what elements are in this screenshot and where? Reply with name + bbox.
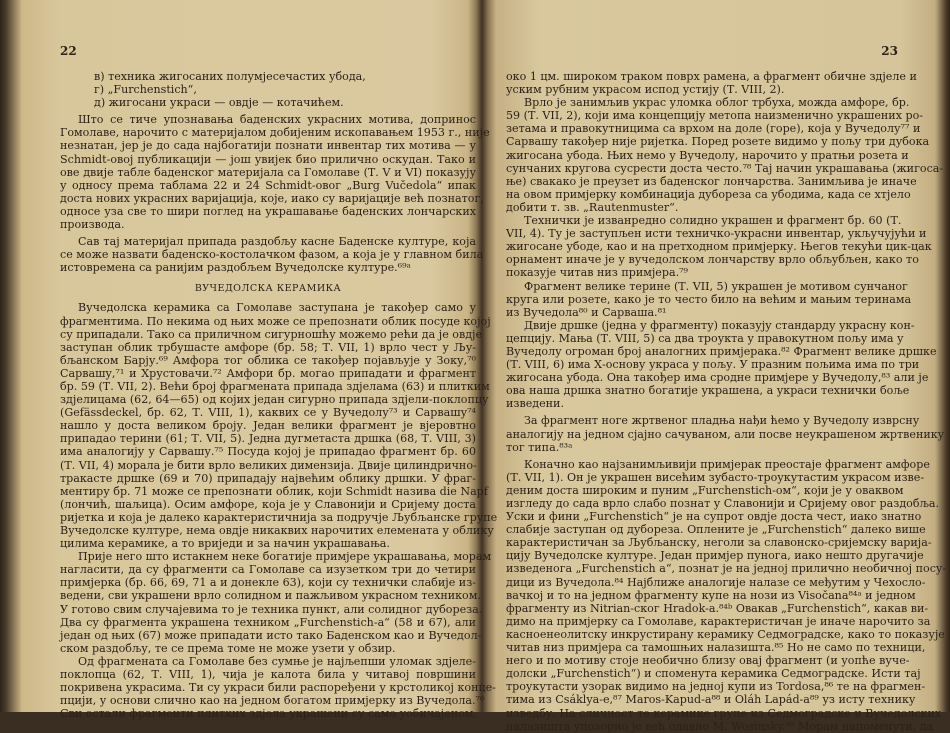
- text-line: Сви остали фрагменти плитких здјела украшени су само уобичајеном,: [60, 707, 478, 721]
- text-line: фрагментима. По некима од њих може се препознати облик посуде којој: [60, 314, 491, 328]
- text-line: заступан облик трбушасте амфоре (бр. 58; Т. VII, 1) врло чест у Љу-: [60, 340, 476, 354]
- text-line: За фрагмент ноге жртвеног пладња нађи ћемо у Вучедолу изврсну: [524, 414, 920, 428]
- text-line: (Т. VII, 1). Он је украшен висећим зубасто-троукутастим украсом изве-: [506, 470, 925, 484]
- paragraph-motifs: [60, 113, 490, 235]
- text-line: се може назвати баденско-костолачком фазом, а која је у главном била: [60, 248, 484, 262]
- text-line: производа.: [60, 218, 125, 232]
- paragraph-metope-decoration: [506, 96, 944, 214]
- text-line: изведени.: [506, 397, 564, 411]
- paragraph-continuation: [506, 70, 917, 97]
- text-line: Што се тиче упознавања баденских украсних мотива, допринос: [78, 113, 476, 127]
- list-block: [60, 70, 476, 113]
- text-line: Сав тај материјал припада раздобљу касне Баденске културе, која: [78, 235, 476, 249]
- text-line: изведенога „Furchenstich a“, познат је на једној прилично необичној посу-: [506, 562, 947, 576]
- text-line: сунчаних кругова сусрести доста често.⁷⁸ Тај начин украшавања (жигоса-: [506, 161, 944, 175]
- text-line: ријетка и која је далеко карактеристичнија за подручје Љубљанске групе: [60, 510, 498, 524]
- text-line: истовремена са ранијим раздобљем Вучедолске културе.⁶⁹ᵃ: [60, 261, 411, 275]
- text-line: слабије заступан од дубореза. Оплените је „Furchenstich“ далеко више: [506, 523, 926, 537]
- text-line: (Т. VIII, 6) има Х-основу украса у пољу. У празним пољима има по три: [506, 358, 920, 372]
- text-line: Уски и фини „Furchenstich“ је на супрот овдје доста чест, иако знатно: [506, 510, 922, 524]
- text-line: покривена украсима. Ти су украси били распоређени у крстоликој конце-: [60, 681, 496, 695]
- text-line: на овом примјерку комбинација дубореза са убодима, када се хтјело: [506, 187, 911, 201]
- list-item: в) техника жигосаних полумјесечастих убода,: [94, 70, 366, 83]
- text-line: Коначно као најзанимљивији примјерак преостаје фрагмент амфоре: [524, 457, 930, 471]
- text-line: орнамент иначе је у вучедолском лончарству врло обљубљен, како то: [506, 253, 919, 267]
- text-line: аналогију на једном сјајно сачуваном, али посве неукрашеном жртвенику: [506, 427, 945, 441]
- text-line: вачкој и то на једном фрагменту купе на нози из Visočana⁸⁴ᵃ и једном: [506, 588, 916, 602]
- text-line: Од фрагмената са Гомолаве без сумње је најљепши уломак здјеле-: [78, 654, 476, 668]
- list-item: д) жигосани украси — овдје — котачићем.: [94, 96, 344, 110]
- text-line: припадао терини (61; Т. VII, 5). Једна дугметаста дршка (68, Т. VIII, 3): [60, 432, 476, 446]
- text-line: ове двије табле баденског материјала са Гомолаве (Т. V и VI) показују: [60, 165, 476, 179]
- text-line: Schmidt-овој публикацији — још увијек био прилично оскудан. Тако и: [60, 152, 476, 166]
- text-line: Вучедолске културе, нема овдје никаквих нарочитих елемената у облику: [60, 524, 494, 537]
- text-line: дици из Вучедола.⁸⁴ Најближе аналогије налазе се међутим у Чехосло-: [506, 575, 926, 589]
- text-line: Вучедолска керамика са Гомолаве заступана је такођер само у: [78, 301, 476, 315]
- text-line: ова наша дршка знатно богатије украшена, а украси технички боље: [506, 384, 910, 398]
- text-line: налазишта упозорио је већ одавно M. Wosinsky.⁹⁰ Морам напоменути, да: [506, 719, 934, 733]
- text-line: фрагменту из Nitrian-ског Hradok-a.⁸⁴ᵇ Овакав „Furchenstich“, какав ви-: [506, 601, 929, 615]
- text-line: показује читав низ примјера.⁷⁹: [506, 266, 689, 280]
- text-line: 59 (Т. VII, 2), који има концепцију метопа наизменично украшених ро-: [506, 109, 924, 123]
- paragraph-vucedol-forms: [60, 301, 498, 551]
- text-line: троукутасти узорак видимо на једној купи из Tordosa,⁸⁶ те на фрагмен-: [506, 680, 926, 694]
- list-item: г) „Furchenstich“,: [94, 83, 197, 97]
- text-line: ведени, сви украшени врло солидном и пажљивом украсном техником.: [60, 589, 481, 603]
- text-line: у односу према таблама 22 и 24 Schmidt-овог „Burg Vučedola“ ипак: [60, 178, 476, 192]
- text-line: су припадали. Тако са приличном сигурношћу можемо рећи да је овдје: [60, 327, 483, 341]
- text-line: Вучедолу огроман број аналогних примјерака.⁸² Фрагмент велике дршке: [506, 344, 937, 358]
- left-page: [60, 0, 498, 721]
- text-line: нашло у доста великом броју. Један велики фрагмент је вјеровтно: [60, 419, 476, 433]
- right-page: [506, 0, 947, 733]
- text-line: VII, 4). Ту је заступљен исти техничко-украсни инвентар, укључујући и: [506, 227, 927, 241]
- text-line: односе уза све то шири поглед на украшавање баденских лончарских: [60, 204, 476, 218]
- paragraph-decoration-technique: [60, 550, 492, 655]
- text-line: (Т. VII, 4) морала је бити врло великих димензија. Двије цилиндрично-: [60, 458, 477, 472]
- paragraph-altar-foot: [506, 414, 945, 457]
- paragraph-bowl-lid: [60, 654, 496, 721]
- text-line: пцији, у основи слично као на једном богатом примјерку из Вучедола.⁷⁶: [60, 694, 485, 708]
- text-line: здјелицама (62, 64—65) од којих један сигурно припада здјели-поклопцу: [60, 393, 489, 407]
- text-line: цепцију. Мања (Т. VIII, 5) са два троукта у правокутном пољу има у: [506, 331, 904, 345]
- text-line: карактеристичан за Љубљанску, неголи за славонско-сријемску варија-: [506, 536, 932, 550]
- text-line: (Gefässdeckel, бр. 62, Т. VIII, 1), каквих се у Вучедолу⁷³ и Сарвашу⁷⁴: [60, 406, 476, 420]
- text-line: жигосана убода. Она такођер има сродне примјере у Вучедолу,⁸³ али је: [506, 371, 929, 385]
- text-line: касноенеолитску инкрустирану керамику Седмоградске, како то показује: [506, 627, 945, 641]
- paragraph-terrine: [506, 279, 912, 319]
- text-line: зетама и правокутницима са врхом на доле (горе), која у Вучедолу⁷⁷ и: [506, 122, 921, 136]
- text-line: долски „Furchenstich“) и споменута керамика Седмоградске. Исти тај: [506, 667, 921, 681]
- text-line: жигосане убоде, као и на претходном примјерку. Његов текући цик-цак: [506, 240, 932, 254]
- text-line: Врло је занимљив украс уломка облог трбуха, можда амфоре, бр.: [524, 96, 910, 110]
- text-line: деним доста широким и пуним „Furchenstich-ом“, који је у оваквом: [506, 483, 904, 497]
- text-line: изгледу до сада врло слабо познат у Славонији и Сријему овог раздобља.: [506, 497, 940, 510]
- text-line: Фрагмент велике терине (Т. VII, 5) украшен је мотивом сунчаног: [524, 279, 908, 293]
- text-line: примјерка (бр. 66, 69, 71 а и донекле 63), који су технички слабије из-: [60, 576, 476, 590]
- section-heading: ВУЧЕДОЛСКА КЕРАМИКА: [194, 283, 342, 295]
- text-line: Прије него што истакнем неке богатије примјере украшавања, морам: [78, 550, 492, 564]
- page-number-right: 23: [881, 44, 898, 58]
- paragraph-amphora: [506, 457, 947, 733]
- text-line: димо на примјерку са Гомолаве, карактеристичан је иначе нарочито за: [506, 614, 931, 628]
- text-line: читав низ примјера са тамошњих налазишта.⁸⁵ Но не само по техници,: [506, 641, 926, 655]
- text-line: него и по мотиву стоје необично близу овај фрагмент (и уопће вуче-: [506, 654, 910, 668]
- text-line: један од њих (67) може припадати исто тако Баденском као и Вучедол-: [60, 628, 482, 642]
- text-line: Двије дршке (једна у фрагменту) показују стандарду украсну кон-: [524, 318, 915, 332]
- text-line: тог типа.⁸³ᵃ: [506, 440, 573, 454]
- text-line: поклопца (62, Т. VIII, 1), чија је калота била у читавој површини: [60, 668, 476, 682]
- paragraph-zigzag: [506, 214, 932, 280]
- text-line: уским рубним украсом испод устију (Т. VIII, 2).: [506, 83, 785, 97]
- text-line: тракасте дршке (69 и 70) припадају највећим облику дршки. У фраг-: [60, 471, 476, 485]
- page-number-left: 22: [60, 44, 77, 58]
- text-line: бр. 59 (Т. VII, 2). Већи број фрагмената припада здјелама (63) и плитким: [60, 379, 490, 393]
- text-line: око 1 цм. широком траком поврх рамена, а фрагмент обичне здјеле и: [506, 70, 917, 83]
- text-line: тима из Csáklya-e,⁸⁷ Maros-Kapud-a⁸⁸ и Oláh Lapád-a⁸⁹ уз исту технику: [506, 693, 916, 707]
- text-line: незнатан, јер је до сада најбогатији познати инвентар тих мотива — у: [60, 139, 476, 153]
- text-line: из Вучедола⁸⁰ и Сарваша.⁸¹: [506, 305, 667, 319]
- text-line: бљанском Барју.⁶⁹ Амфора тог облика се такођер појављује у Зоку,⁷⁰: [60, 353, 476, 367]
- text-line: ње) свакако је преузет из баденског лончарства. Занимљива је иначе: [506, 174, 917, 188]
- text-line: доста нових украсних варијација, које, иако су варијације већ познатог,: [60, 191, 484, 205]
- text-line: Два су фрагмента украшена техником „Furchenstich-a“ (58 и 67), али: [60, 615, 476, 629]
- text-line: добити т. зв. „Rautenmuster“.: [506, 200, 679, 214]
- text-line: Сарвашу,⁷¹ и Хрустовачи.⁷² Амфори бр. могао припадати и фрагмент: [60, 366, 476, 380]
- text-line: (лончић, шаљица). Осим амфоре, која је у Славонији и Сријему доста: [60, 497, 476, 511]
- text-line: ментиру бр. 71 може се препознати облик, који Schmidt назива die Napf: [60, 484, 488, 498]
- text-line: цију Вучедолске културе. Један примјер пунога, иако нешто другачије: [506, 549, 924, 563]
- text-line: има аналогију у Сарвашу.⁷⁵ Посуда којој је припадао фрагмент бр. 60: [60, 445, 476, 459]
- text-line: круга или розете, како је то често било на већим и мањим теринама: [506, 292, 912, 306]
- text-line: У готово свим случајевима то је техника пункт, али солидног дубореза.: [60, 602, 483, 616]
- text-line: Сарвашу такођер није ријетка. Поред розете видимо у пољу три дубока: [506, 135, 930, 149]
- paragraph-handles: [506, 318, 937, 415]
- text-line: ском раздобљу, те се према томе не може узети у обзир.: [60, 641, 396, 655]
- text-line: Технички је изванредно солидно украшен и фрагмент бр. 60 (Т.: [524, 214, 902, 228]
- text-line: нагласити, да су фрагменти са Гомолаве са изузетком три до четири: [60, 563, 476, 577]
- paragraph-baden-phase: [60, 235, 484, 275]
- text-line: Гомолаве, нарочито с материјалом добијеним ископавањем 1953 г., није: [60, 126, 490, 140]
- text-line: жигосана убода. Њих немо у Вучедолу, нарочито у пратњи розета и: [506, 148, 909, 162]
- text-line: изведбу. На сличност те керамике групе из Седмоградске и Вучедолских: [506, 706, 942, 720]
- text-line: цилима керамике, а то вриједи и за начин украшавања.: [60, 537, 390, 551]
